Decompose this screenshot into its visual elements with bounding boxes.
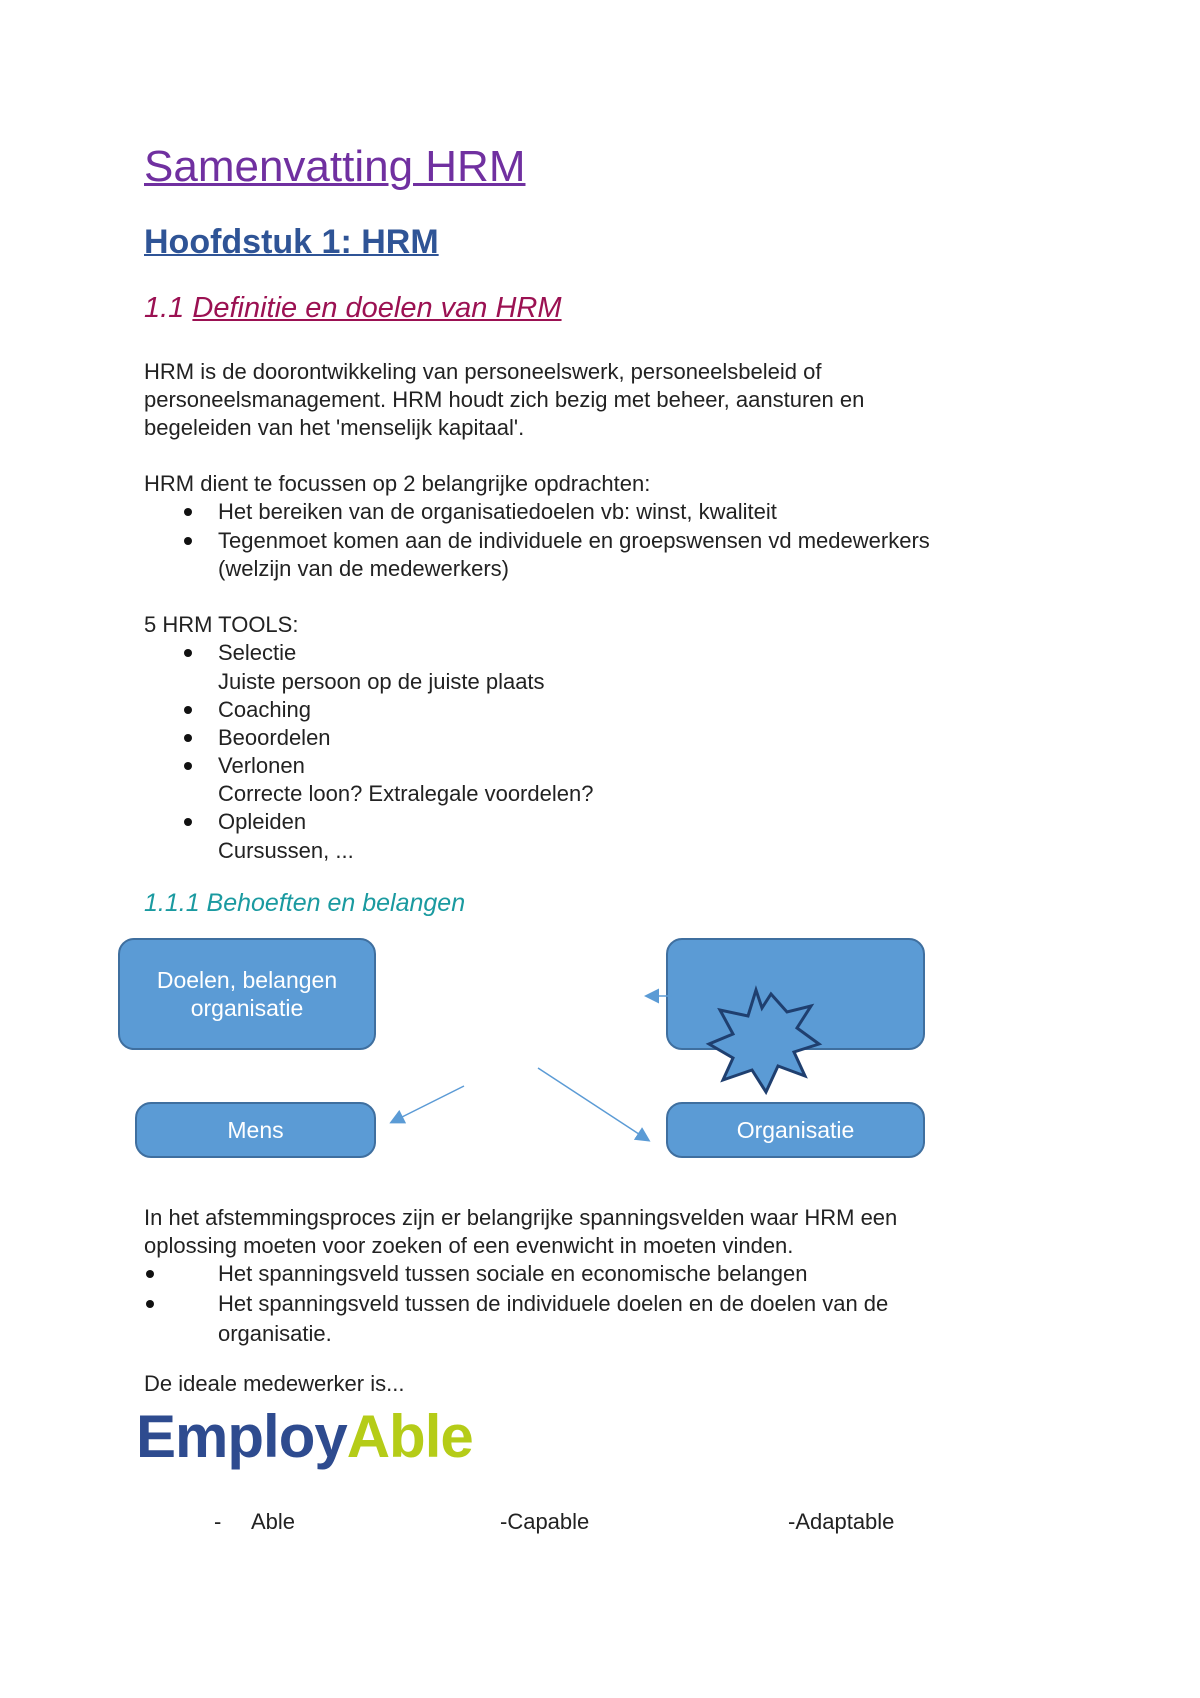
intro-line-1: HRM is de doorontwikkeling van personeelswerk, personeelsbeleid of xyxy=(144,359,822,384)
tension-item-continuation: organisatie. xyxy=(218,1321,332,1346)
tool-item: Coaching xyxy=(218,697,311,722)
tool-item-note: Juiste persoon op de juiste plaats xyxy=(218,669,545,694)
tools-heading: 5 HRM TOOLS: xyxy=(144,612,299,637)
section-number: 1.1 xyxy=(144,292,185,324)
goals-box-line-1: Doelen, belangen xyxy=(156,967,338,993)
intro-line-3: begeleiden van het 'menselijk kapitaal'. xyxy=(144,415,525,440)
section-title: Definitie en doelen van HRM xyxy=(192,292,562,324)
tool-item: Opleiden xyxy=(218,809,307,834)
arrow-to-person xyxy=(392,1086,464,1122)
person-box-label: Mens xyxy=(227,1117,284,1143)
chapter-heading: Hoofdstuk 1: HRM xyxy=(144,223,439,261)
focus-item: Het bereiken van de organisatiedoelen vb: winst, kwaliteit xyxy=(218,499,777,524)
subsection-heading: 1.1.1 Behoeften en belangen xyxy=(144,889,466,917)
focus-heading: HRM dient te focussen op 2 belangrijke opdrachten: xyxy=(144,471,651,496)
employable-logo xyxy=(136,1402,473,1471)
tool-item-note: Correcte loon? Extralegale voordelen? xyxy=(218,781,594,806)
logo-part-able: Able xyxy=(346,1403,473,1470)
focus-item-continuation: (welzijn van de medewerkers) xyxy=(218,556,509,581)
tool-item: Verlonen xyxy=(218,753,305,778)
intro-line-2: personeelsmanagement. HRM houdt zich bezig met beheer, aansturen en xyxy=(144,387,865,412)
conflict-burst-icon xyxy=(709,990,819,1092)
tension-line-2: oplossing moeten voor zoeken of een evenwicht in moeten vinden. xyxy=(144,1233,794,1258)
organisation-box-label: Organisatie xyxy=(736,1117,855,1143)
ability-able: Able xyxy=(251,1509,296,1534)
tool-item-note: Cursussen, ... xyxy=(218,838,354,863)
logo-part-employ: Employ xyxy=(136,1403,347,1470)
tension-item: Het spanningsveld tussen sociale en economische belangen xyxy=(218,1261,808,1286)
tool-item: Selectie xyxy=(218,640,297,665)
bullet-icon xyxy=(146,1270,154,1278)
arrow-to-organisation xyxy=(538,1068,648,1140)
bullet-icon xyxy=(146,1300,154,1308)
ability-dash: - xyxy=(214,1509,222,1534)
ability-capable: -Capable xyxy=(500,1509,590,1534)
ideal-employee-text: De ideale medewerker is... xyxy=(144,1371,405,1396)
tool-item: Beoordelen xyxy=(218,725,331,750)
tension-item: Het spanningsveld tussen de individuele doelen en de doelen van de xyxy=(218,1291,889,1316)
document-title: Samenvatting HRM xyxy=(144,142,526,191)
tension-line-1: In het afstemmingsproces zijn er belangrijke spanningsvelden waar HRM een xyxy=(144,1205,898,1230)
focus-item: Tegenmoet komen aan de individuele en groepswensen vd medewerkers xyxy=(218,528,930,553)
ability-adaptable: -Adaptable xyxy=(788,1509,895,1534)
goals-box-line-2: organisatie xyxy=(190,995,304,1021)
